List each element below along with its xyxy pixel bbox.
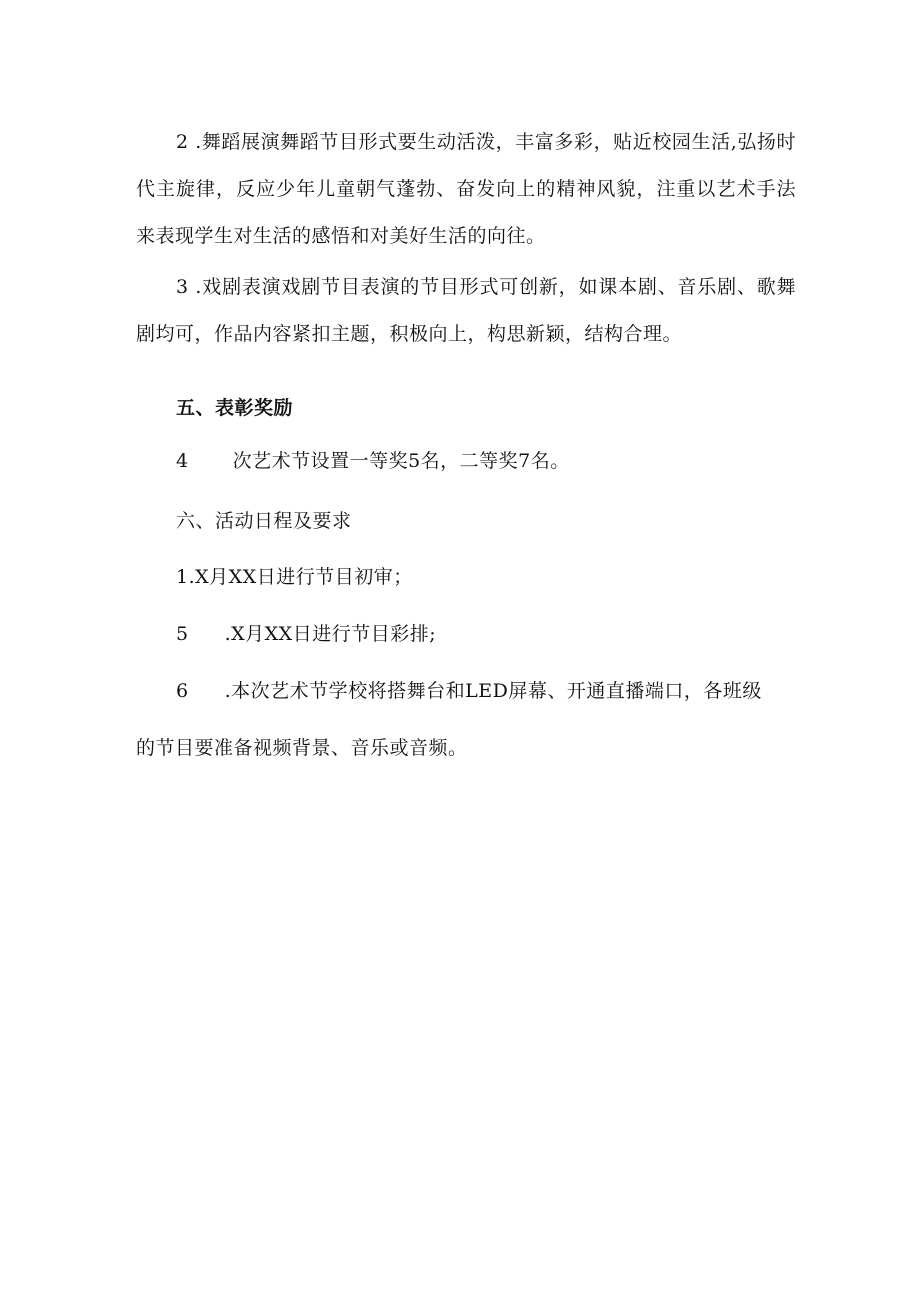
heading-schedule: 六、活动日程及要求 <box>176 510 352 532</box>
awards-line <box>176 446 570 476</box>
schedule-item-5-number: 5 <box>176 623 189 645</box>
paragraph-drama: 3 .戏剧表演戏剧节目表演的节目形式可创新，如课本剧、音乐剧、歌舞剧均可，作品内容紧扣主题，积极向上，构思新颖，结构合理。 <box>136 276 796 345</box>
schedule-item-6-text: .本次艺术节学校将搭舞台和LED屏幕、开通直播端口，各班级 <box>224 680 762 702</box>
schedule-item-6 <box>176 676 762 706</box>
heading-awards: 五、表彰奖励 <box>176 397 294 419</box>
schedule-item-5 <box>176 619 436 649</box>
awards-text: 次艺术节设置一等奖5名，二等奖7名。 <box>232 450 570 472</box>
schedule-item-6-number: 6 <box>176 680 189 702</box>
awards-number: 4 <box>176 450 189 472</box>
schedule-item-6-continued: 的节目要准备视频背景、音乐或音频。 <box>136 737 468 759</box>
paragraph-dance: 2 .舞蹈展演舞蹈节目形式要生动活泼，丰富多彩，贴近校园生活,弘扬时代主旋律，反应少年儿童朝气蓬勃、奋发向上的精神风貌，注重以艺术手法来表现学生对生活的感悟和对美好生活的向往。 <box>136 131 796 247</box>
schedule-item-5-text: .X月XX日进行节目彩排; <box>224 623 437 645</box>
schedule-item-1: 1.X月XX日进行节目初审； <box>176 566 413 588</box>
